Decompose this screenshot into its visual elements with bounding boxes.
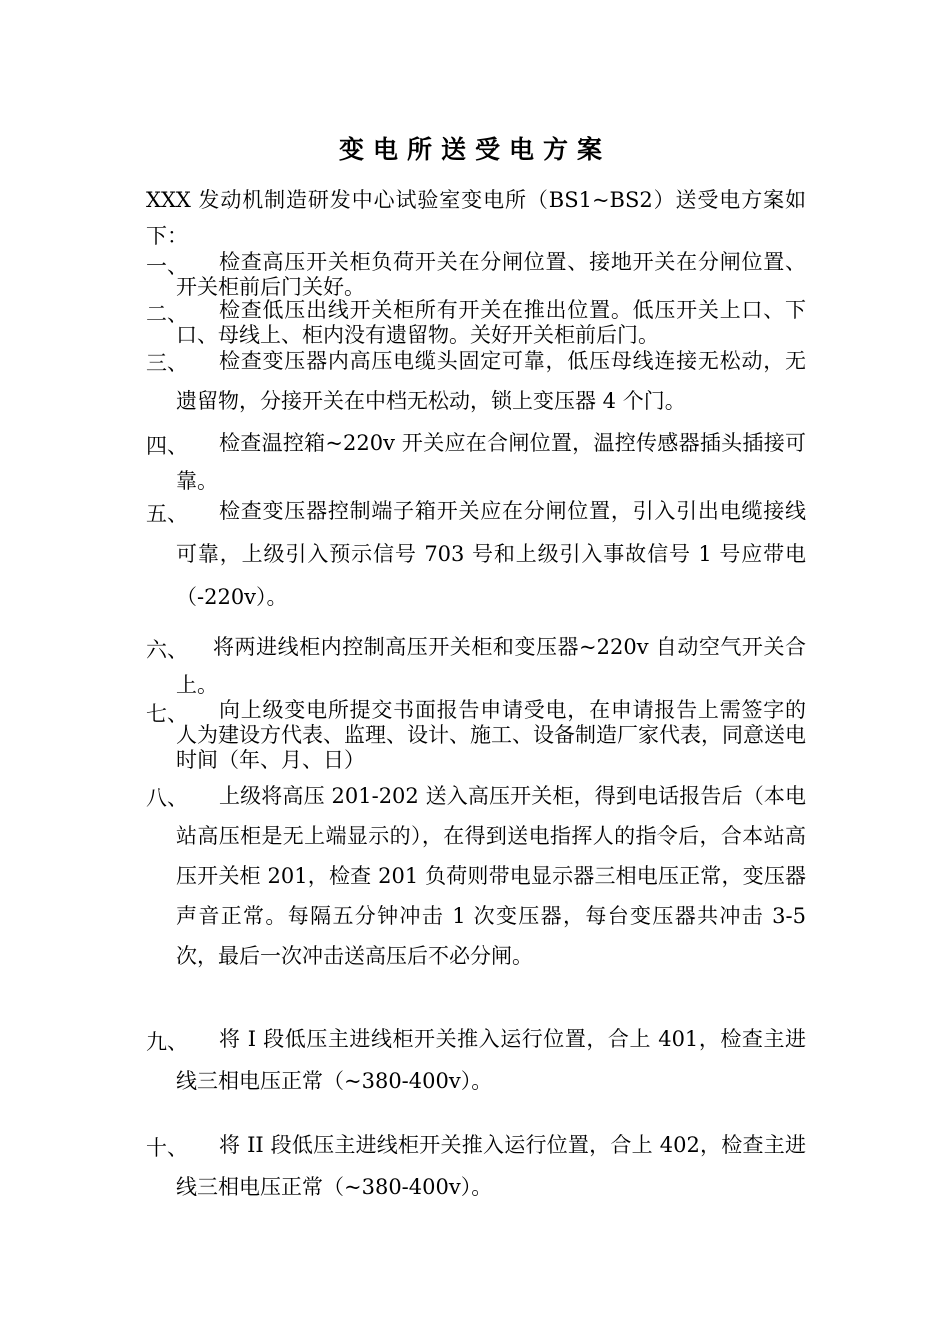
list-item bbox=[146, 1026, 806, 1102]
item-text: 将两进线柜内控制高压开关柜和变压器~220v 自动空气开关合上。 bbox=[176, 635, 806, 697]
list-item bbox=[146, 1132, 806, 1208]
item-number: 三、 bbox=[146, 351, 188, 375]
document-title: 变电所送受电方案 bbox=[338, 135, 611, 164]
item-number: 五、 bbox=[146, 502, 188, 526]
list-item bbox=[146, 782, 806, 976]
item-number: 七、 bbox=[146, 702, 188, 726]
item-number: 一、 bbox=[146, 254, 188, 278]
item-number: 九、 bbox=[146, 1030, 188, 1054]
item-text: 向上级变电所提交书面报告申请受电，在申请报告上需签字的人为建设方代表、监理、设计、施工、设备制造厂家代表，同意送电时间（年、月、日） bbox=[176, 698, 806, 772]
item-text: 将 II 段低压主进线柜开关推入运行位置，合上 402，检查主进线三相电压正常（~380-400v）。 bbox=[176, 1133, 806, 1199]
item-text: 检查温控箱~220v 开关应在合闸位置，温控传感器插头插接可靠。 bbox=[176, 431, 806, 493]
list-item bbox=[146, 250, 806, 300]
item-number: 四、 bbox=[146, 434, 188, 458]
item-text: 检查低压出线开关柜所有开关在推出位置。低压开关上口、下口、母线上、柜内没有遗留物。关好开关柜前后门。 bbox=[176, 298, 806, 347]
list-item bbox=[146, 347, 806, 421]
item-number: 十、 bbox=[146, 1136, 188, 1160]
item-text: 上级将高压 201-202 送入高压开关柜，得到电话报告后（本电站高压柜是无上端显示的），在得到送电指挥人的指令后，合本站高压开关柜 201，检查 201 负荷则带电显示器三相电压正常，变压器声音正常。每隔五分钟冲击 1 次变压器，每台变压器共冲击 3-5 次，最后一次冲击送高压后不必分闸。 bbox=[176, 784, 806, 968]
intro-paragraph: XXX 发动机制造研发中心试验室变电所（BS1~BS2）送受电方案如下： bbox=[146, 188, 806, 248]
item-text: 检查变压器内高压电缆头固定可靠，低压母线连接无松动，无遗留物，分接开关在中档无松动，锁上变压器 4 个门。 bbox=[176, 349, 806, 413]
list-item bbox=[146, 498, 806, 619]
item-number: 八、 bbox=[146, 786, 188, 810]
item-number: 二、 bbox=[146, 302, 188, 326]
item-number: 六、 bbox=[146, 638, 188, 662]
list-item bbox=[146, 634, 806, 704]
item-text: 检查高压开关柜负荷开关在分闸位置、接地开关在分闸位置、开关柜前后门关好。 bbox=[176, 250, 806, 299]
item-text: 将 I 段低压主进线柜开关推入运行位置，合上 401，检查主进线三相电压正常（~380-400v）。 bbox=[176, 1027, 806, 1093]
list-item bbox=[146, 698, 806, 773]
item-text: 检查变压器控制端子箱开关应在分闸位置，引入引出电缆接线可靠，上级引入预示信号 703 号和上级引入事故信号 1 号应带电（-220v）。 bbox=[176, 499, 806, 609]
